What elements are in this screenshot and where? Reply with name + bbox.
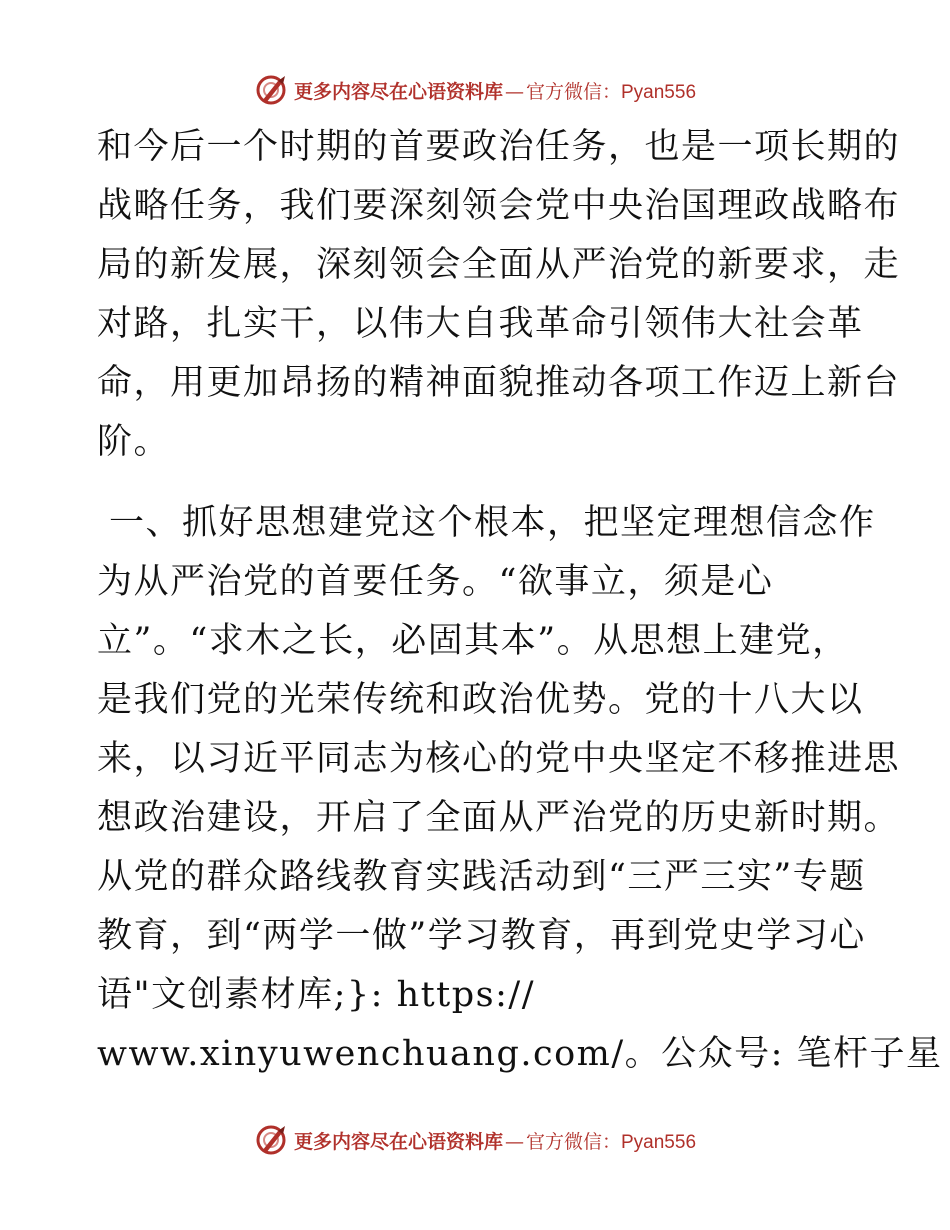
header-wechat-label: 官方微信： [525,80,621,103]
watermark-line: 语"文创素材库;}: https:// [97,975,535,1015]
paragraph-1 [97,118,901,472]
paragraph-line: 立”。“求木之长，必固其本”。从思想上建党， [97,621,849,661]
footer-brand-text: 更多内容尽在心语资料库 [293,1130,503,1153]
paragraph-line: 是我们党的光荣传统和政治优势。党的十八大以 [97,680,864,720]
header-dash: — [504,80,524,103]
paragraph-line: 来，以习近平同志为核心的党中央坚定不移推进思 [97,739,901,779]
paragraph-line: 为从严治党的首要任务。“欲事立，须是心 [97,562,774,602]
quill-pen-logo-icon [254,1123,288,1157]
paragraph-line: 阶。 [97,422,171,462]
footer-banner [0,1120,950,1160]
header-wechat-id: Pyan556 [621,81,697,103]
paragraph-line: 命，用更加昂扬的精神面貌推动各项工作迈上新台 [97,363,901,403]
watermark-url-line: www.xinyuwenchuang.com/。公众号: 笔杆子星 [97,1034,943,1074]
footer-banner-text [294,1127,696,1154]
paragraph-line: 想政治建设，开启了全面从严治党的历史新时期。 [97,798,901,838]
paragraph-line: 和今后一个时期的首要政治任务，也是一项长期的 [97,127,901,167]
paragraph-line: 教育，到“两学一做”学习教育，再到党史学习心 [97,916,866,956]
quill-pen-logo-icon [254,73,288,107]
footer-wechat-id: Pyan556 [621,1131,697,1153]
header-banner [0,70,950,110]
paragraph-line: 局的新发展，深刻领会全面从严治党的新要求，走 [97,245,901,285]
paragraph-line: 战略任务，我们要深刻领会党中央治国理政战略布 [97,186,901,226]
paragraph-line: 对路，扎实干，以伟大自我革命引领伟大社会革 [97,304,864,344]
document-body [97,118,943,1084]
footer-wechat-label: 官方微信： [525,1130,621,1153]
section-heading-line: 一、抓好思想建党这个根本，把坚定理想信念作 [109,503,876,543]
footer-dash: — [504,1130,524,1153]
paragraph-2 [97,494,943,1084]
header-banner-text [294,77,696,104]
paragraph-line: 从党的群众路线教育实践活动到“三严三实”专题 [97,857,866,897]
header-brand-text: 更多内容尽在心语资料库 [293,80,503,103]
